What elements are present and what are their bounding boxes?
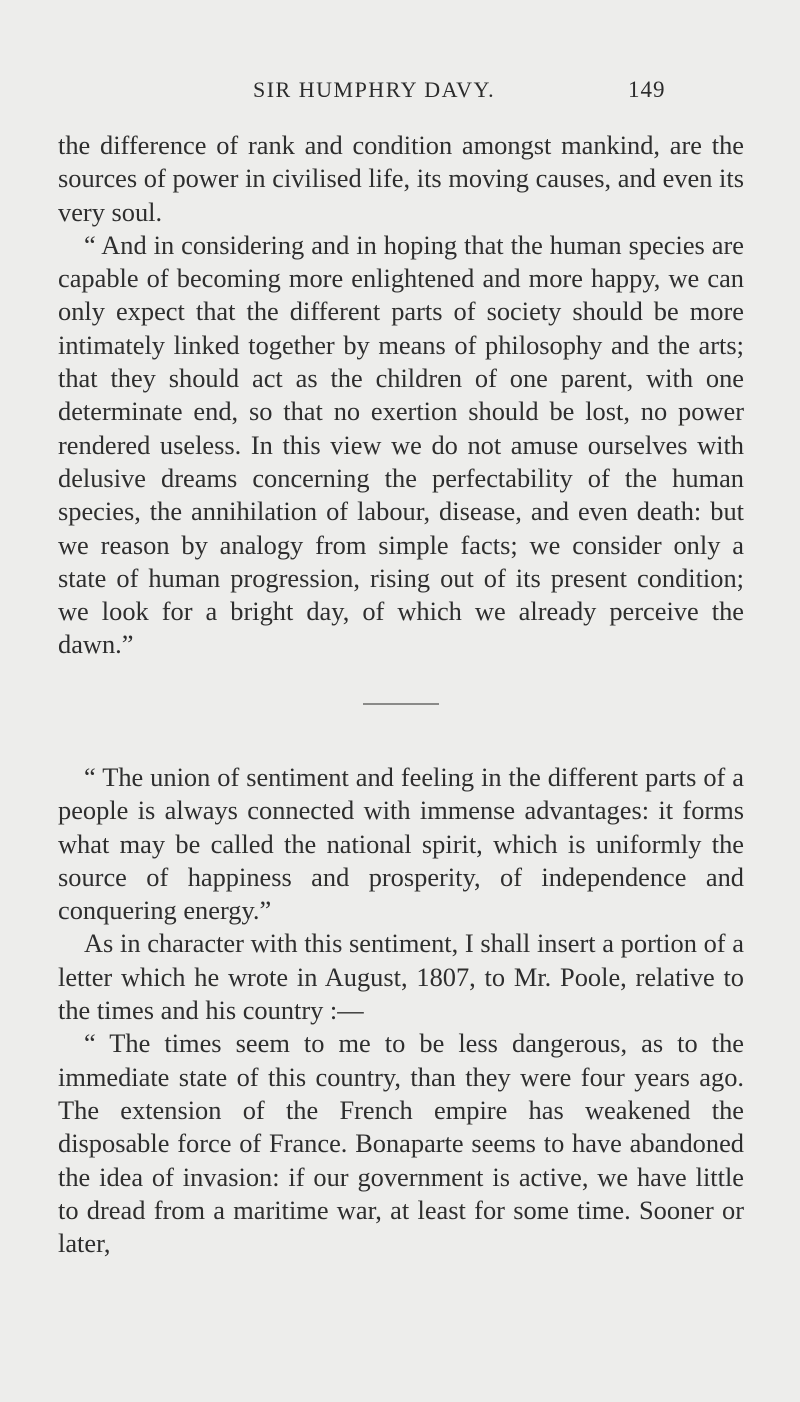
text-block-upper — [58, 129, 744, 662]
running-head: SIR HUMPHRY DAVY. — [253, 77, 496, 102]
section-divider — [363, 703, 439, 705]
page-number: 149 — [628, 77, 666, 102]
paragraph-letter-intro: As in character with this sentiment, I shall insert a portion of a letter which he wrote in August, 1807, to Mr. Poole, relative to the times and his country :— — [58, 928, 744, 1026]
paragraph-quote-union: “ The union of sentiment and feeling in the different parts of a people is always connected with immense advantages: it forms what may be called the national spirit, which is uniformly the source of happiness and prosperity, of independence and conquering energy.” — [58, 762, 744, 926]
text-block-lower — [58, 761, 744, 1260]
paragraph-continuation: the difference of rank and condition amongst mankind, are the sources of power in civilised life, its moving causes, and even its very soul. — [58, 130, 744, 227]
paragraph-letter-quote: “ The times seem to me to be less dangerous, as to the immediate state of this country, than they were four years ago. The extension of the French empire has weakened the disposable force of France. Bonaparte seems to have abandoned the idea of invasion: if our government is active, we have little to dread from a maritime war, at least for some time. Sooner or later, — [58, 1028, 744, 1259]
paragraph-quote-philosophy: “ And in considering and in hoping that the human species are capable of becoming more enlightened and more happy, we can only expect that the different parts of society should be more intimately linked together by means of philosophy and the arts; that they should act as the children of one parent, with one determinate end, so that no exertion should be lost, no power rendered useless. In this view we do not amuse ourselves with delusive dreams concerning the perfectability of the human species, the annihilation of labour, disease, and even death: but we reason by analogy from simple facts; we consider only a state of human progression, rising out of its present condition; we look for a bright day, of which we already perceive the dawn.” — [58, 229, 744, 660]
